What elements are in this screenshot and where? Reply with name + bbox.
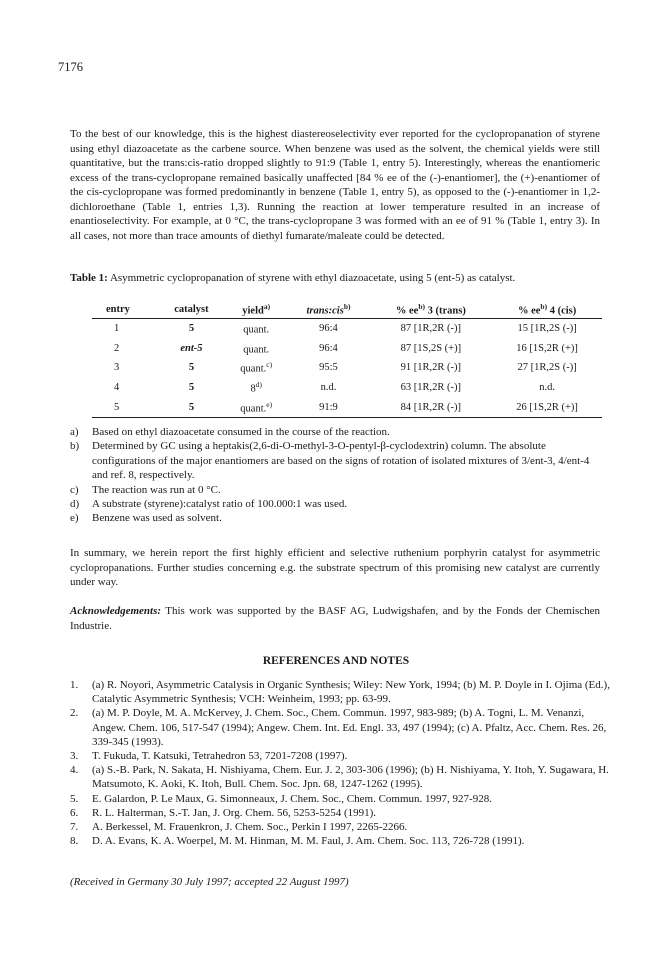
- footnote: [70, 425, 600, 439]
- received-note: (Received in Germany 30 July 1997; accepted 22 August 1997): [70, 876, 349, 888]
- reference-number: 2.: [70, 707, 79, 720]
- cell-yield: quant.$^{c)}$: [240, 360, 273, 375]
- reference-text: D. A. Evans, K. A. Woerpel, M. M. Hinman, M. M. Faul, J. Am. Chem. Soc. 113, 726-728 (1991).: [92, 835, 525, 848]
- cell-ee-trans: 87 [1R,2R (-)]: [400, 322, 462, 334]
- footnote-text: A substrate (styrene):catalyst ratio of 100.000:1 was used.: [92, 498, 348, 511]
- table-footnotes: [70, 425, 600, 526]
- reference-number: 7.: [70, 821, 79, 834]
- reference-item: [70, 834, 610, 848]
- reference-text: A. Berkessel, M. Frauenkron, J. Chem. Soc., Perkin I 1997, 2265-2266.: [92, 821, 408, 834]
- cell-catalyst: 5: [188, 381, 195, 393]
- cell-yield: quant.: [243, 324, 270, 336]
- reference-text: (a) S.-B. Park, N. Sakata, H. Nishiyama, Chem. Eur. J. 2, 303-306 (1996); (b) H. Nishiyama, Y. Itoh, Y. Sugawara, H. Matsumoto, K. Aoki, K. Itoh, Bull. Chem. Soc. Jpn. 68, 1247-1262 (1995).: [92, 764, 609, 791]
- cell-trans-cis: 91:9: [288, 397, 370, 417]
- reference-number: 4.: [70, 764, 79, 777]
- col-header-ee-cis: % $ee^{b)}$ 4 (cis): [492, 300, 602, 318]
- reference-text: E. Galardon, P. Le Maux, G. Simonneaux, J. Chem. Soc., Chem. Commun. 1997, 927-928.: [92, 792, 492, 805]
- reference-text: R. L. Halterman, S.-T. Jan, J. Org. Chem. 56, 5253-5254 (1991).: [92, 806, 377, 819]
- cell-yield: quant.: [243, 344, 270, 356]
- intro-paragraph: To the best of our knowledge, this is the highest diastereoselectivity ever reported for the cyclopropanation of styrene using ethyl diazoacetate as the carbene source. When benzene was used as the solvent, the chemical yields were still quantitative, but the trans:cis-ratio dropped slightly to 91:9 (Table 1, entry 5). Interestingly, whereas the enantiomeric excess of the trans-cyclopropane remained basically unaffected [84 % ee of the (-)-enantiomer], the (+)-enantiomer of the cis-cyclopropane was formed predominantly in benzene (Table 1, entry 5), as opposed to the (-)-enantiomer in 1,2-dichloroethane (Table 1, entries 1,3). Running the reaction at lower temperature resulted in an increase of enantioselectivity. For example, at 0 °C, the trans-cyclopropane 3 was formed with an ee of 91 % (Table 1, entry 3). In all cases, not more than trace amounts of diethyl fumarate/maleate could be detected.: [70, 128, 600, 242]
- footnote-text: Determined by GC using a heptakis(2,6-di-O-methyl-3-O-pentyl-β-cyclodextrin) column. The absolute configurations of the major enantiomers are based on the signs of rotation of isolated mixtures of 3/ent-3, 4/ent-4 and ref. 8, respectively.: [92, 440, 590, 482]
- cell-ee-cis: 27 [1R,2S (-)]: [517, 362, 577, 374]
- reference-item: [70, 792, 610, 806]
- cell-trans-cis: n.d.: [320, 381, 337, 393]
- cell-trans-cis: 95:5: [319, 362, 338, 374]
- cell-catalyst: 5: [188, 322, 195, 334]
- cell-entry: 2: [114, 342, 120, 354]
- reference-number: 8.: [70, 835, 79, 848]
- col-header-catalyst: catalyst: [158, 300, 225, 318]
- cell-entry: 3: [114, 362, 120, 374]
- cell-ee-cis: 15 [1R,2S (-)]: [517, 322, 577, 334]
- footnote: [70, 511, 600, 525]
- cell-trans-cis: 96:4: [319, 342, 338, 354]
- acknowledgements-heading: Acknowledgements:: [70, 605, 162, 617]
- table-caption-text: Asymmetric cyclopropanation of styrene with ethyl diazoacetate, using 5 (ent-5) as catalyst.: [109, 272, 516, 284]
- footnote: [70, 439, 600, 482]
- cell-ee-trans: 63 [1R,2R (-)]: [400, 381, 462, 393]
- table-row: [92, 358, 602, 378]
- footnote-text: Based on ethyl diazoacetate consumed in the course of the reaction.: [92, 426, 390, 438]
- reference-item: [70, 706, 610, 749]
- footnote: [70, 497, 600, 511]
- table-row: [92, 318, 602, 338]
- results-table: [92, 300, 602, 418]
- cell-trans-cis: 96:4: [319, 322, 338, 334]
- reference-number: 5.: [70, 792, 79, 805]
- table-header-row: [92, 300, 602, 318]
- cell-ee-cis: 16 [1S,2R (+)]: [516, 342, 578, 354]
- acknowledgements: [70, 604, 600, 633]
- reference-item: [70, 806, 610, 820]
- cell-yield: quant.$^{e)}$: [225, 397, 288, 417]
- cell-catalyst: 5: [158, 397, 225, 417]
- col-header-entry: entry: [92, 300, 158, 318]
- reference-text: T. Fukuda, T. Katsuki, Tetrahedron 53, 7201-7208 (1997).: [92, 750, 348, 763]
- cell-ee-cis: n.d.: [539, 381, 555, 393]
- reference-item: [70, 763, 610, 791]
- table-caption: [70, 272, 610, 284]
- cell-catalyst: ent-5: [180, 342, 203, 354]
- footnote: [70, 483, 600, 497]
- reference-item: [70, 749, 610, 763]
- cell-ee-trans: 91 [1R,2R (-)]: [400, 362, 462, 374]
- references-list: [70, 678, 610, 848]
- reference-text: (a) M. P. Doyle, M. A. McKervey, J. Chem. Soc., Chem. Commun. 1997, 983-989; (b) A. Togni, L. M. Venanzi, Angew. Chem. 106, 517-547 (1994); Angew. Chem. Int. Ed. Engl. 33, 497 (1994); (c) A. Pfaltz, Acc. Chem. Res. 26, 339-345 (1993).: [92, 707, 607, 748]
- reference-text: (a) R. Noyori, Asymmetric Catalysis in Organic Synthesis; Wiley: New York, 1994; (b) M. P. Doyle in I. Ojima (Ed.), Catalytic Asymmetric Synthesis; VCH: Weinheim, 1993; pp. 63-99.: [92, 679, 610, 706]
- footnote-text: The reaction was run at 0 °C.: [92, 483, 221, 496]
- footnote-key: d): [70, 498, 80, 511]
- reference-item: [70, 678, 610, 706]
- table-caption-label: Table 1:: [70, 272, 108, 284]
- cell-catalyst: 5: [188, 362, 195, 374]
- acknowledgements-text: This work was supported by the BASF AG, Ludwigshafen, and by the Fonds der Chemischen Industrie.: [70, 605, 600, 632]
- footnote-key: a): [70, 426, 79, 438]
- col-header-yield: yield$^{a)}$: [225, 300, 288, 318]
- cell-ee-trans: 84 [1R,2R (-)]: [369, 397, 492, 417]
- table-row: [92, 338, 602, 358]
- footnote-key: e): [70, 512, 79, 525]
- reference-item: [70, 820, 610, 834]
- reference-number: 3.: [70, 750, 79, 763]
- cell-entry: 1: [114, 322, 120, 334]
- col-header-ee-trans: % $ee^{b)}$ 3 (trans): [369, 300, 492, 318]
- reference-number: 1.: [70, 679, 79, 691]
- cell-entry: 4: [114, 381, 120, 393]
- footnote-text: Benzene was used as solvent.: [92, 512, 222, 525]
- cell-ee-cis: 26 [1S,2R (+)]: [492, 397, 602, 417]
- cell-yield: 8$^{d)}$: [250, 380, 262, 395]
- footnote-key: b): [70, 440, 80, 453]
- summary-paragraph: In summary, we herein report the first highly efficient and selective ruthenium porphyrin catalyst for asymmetric cyclopropanations. Further studies concerning e.g. the substrate spectrum of this promising new catalyst are currently under way.: [70, 547, 600, 588]
- cell-ee-trans: 87 [1S,2S (+)]: [400, 342, 462, 354]
- references-heading: REFERENCES AND NOTES: [262, 655, 410, 667]
- footnote-key: c): [70, 483, 79, 496]
- reference-number: 6.: [70, 806, 79, 819]
- cell-entry: 5: [92, 397, 158, 417]
- page-number: 7176: [58, 60, 83, 74]
- table-row: [92, 397, 602, 417]
- table-row: [92, 378, 602, 398]
- col-header-trans-cis: trans:cis$^{b)}$: [288, 300, 370, 318]
